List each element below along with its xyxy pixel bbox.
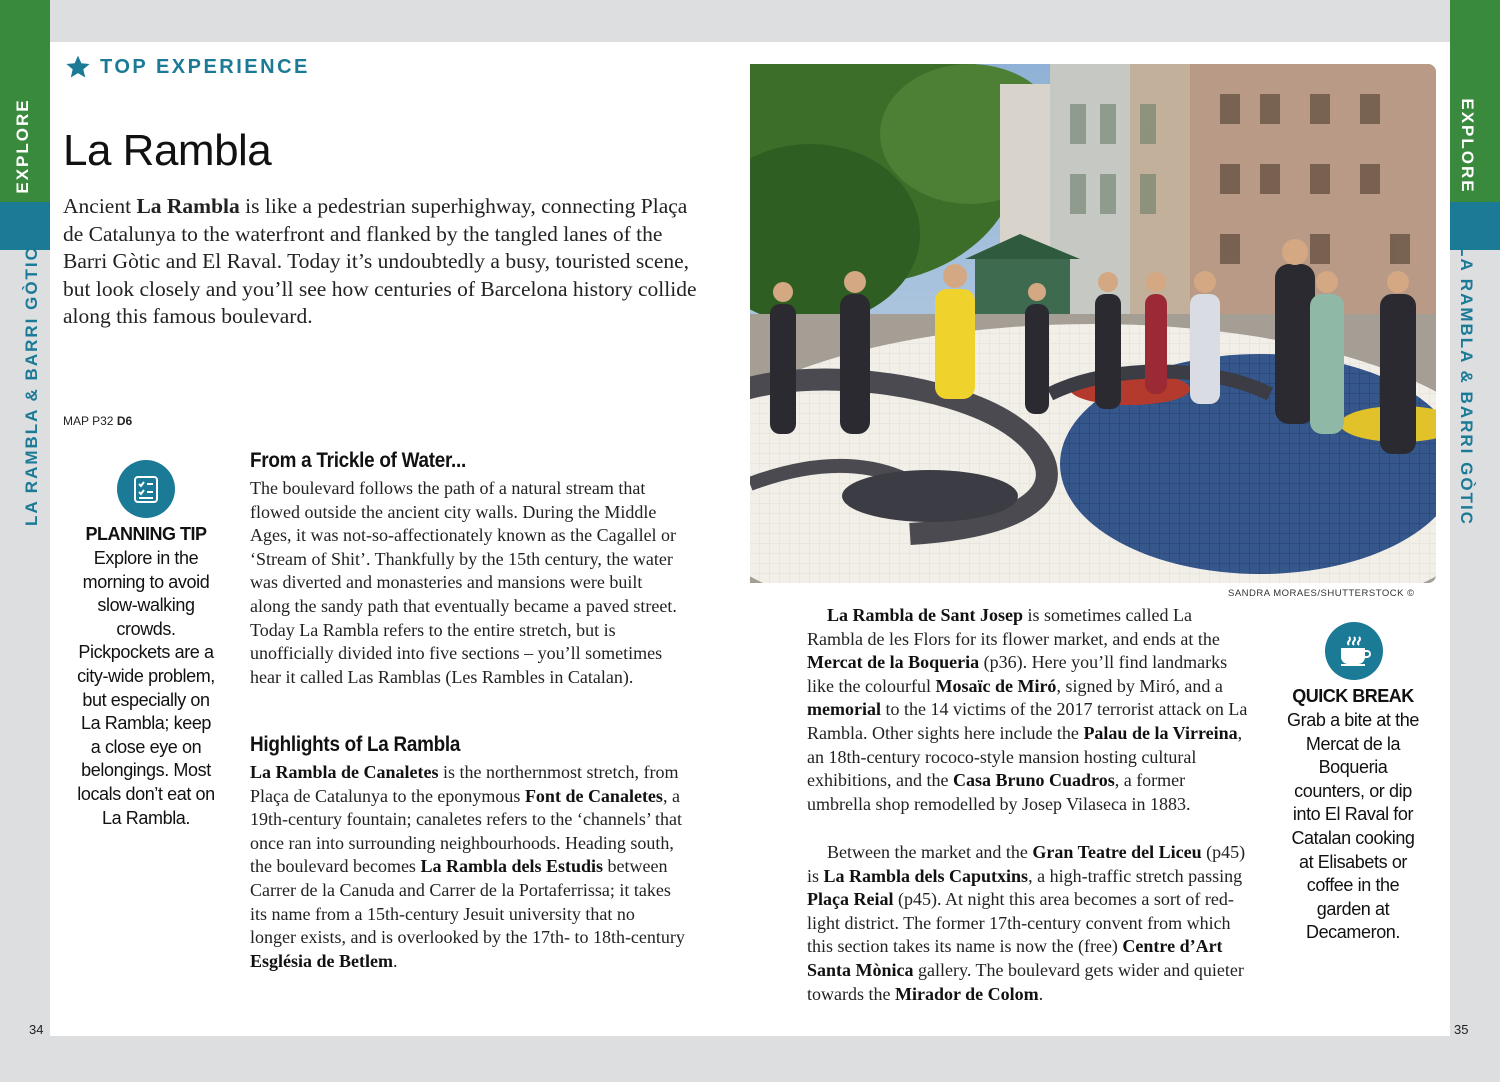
- top-experience-label: [64, 54, 310, 80]
- top-experience-text: TOP EXPERIENCE: [100, 55, 310, 78]
- checklist-icon: [130, 473, 162, 505]
- left-section-tab: [0, 202, 50, 250]
- right-section-tab: [1450, 202, 1500, 250]
- intro-paragraph: Ancient La Rambla is like a pedestrian superhighway, connecting Plaça de Catalunya to the waterfront and flanked by the tangled lanes of the Barri Gòtic and El Raval. Today it’s undoubtedly a busy, touristed scene, but look closely and you’ll see how centuries of Barcelona history collide along this famous boulevard.: [63, 194, 697, 328]
- page-number-right: 35: [1454, 1022, 1469, 1037]
- section-trickle-body: The boulevard follows the path of a natural stream that flowed outside the ancient city walls. During the Middle Ages, it was not-so-affectionately known as the Cagallel or ‘Stream of Shit’. Thankfully by the 15th century, the water was diverted and monasteries and mansions were built along the sandy path that eventually became a paved street. Today La Rambla refers to the entire stretch, but is unofficially divided into five sections – you’ll sometimes hear it called Las Ramblas (Les Rambles in Catalan).: [250, 478, 677, 687]
- coffee-cup-icon: [1337, 634, 1371, 668]
- mosaic-street-scene: [750, 64, 1436, 583]
- photo-credit: SANDRA MORAES/SHUTTERSTOCK ©: [1228, 588, 1415, 599]
- right-column-para-2: Between the market and the Gran Teatre del Liceu (p45) is La Rambla dels Caputxins, a high-traffic stretch passing Plaça Reial (p45). At night this area becomes a sort of red-light district. The former 17th-century convent from which this section takes its name is now the (free) Centre d’Art Santa Mònica gallery. The boulevard gets wider and quieter towards the Mirador de Colom.: [807, 842, 1246, 1004]
- quick-break-icon-badge: [1325, 622, 1383, 680]
- right-column-para-1: La Rambla de Sant Josep is sometimes called La Rambla de les Flors for its flower market, and ends at the Mercat de la Boqueria (p36). Here you’ll find landmarks like the colourful Mosaïc de Miró, signed by Miró, and a memorial to the 14 victims of the 2017 terrorist attack on La Rambla. Other sights here include the Palau de la Virreina, an 18th-century rococo-style mansion hosting cultural exhibitions, and the Casa Bruno Cuadros, a former umbrella shop remodelled by Josep Vilaseca in 1883.: [807, 605, 1248, 814]
- left-section-label: LA RAMBLA & BARRI GÒTIC: [22, 246, 41, 526]
- map-reference: MAP P32 D6: [63, 414, 133, 428]
- la-rambla-photo: [750, 64, 1436, 583]
- section-highlights-body: La Rambla de Canaletes is the northernmost stretch, from Plaça de Catalunya to the eponymous Font de Canaletes, a 19th-century fountain; canaletes refers to the ‘channels’ that once ran into surrounding neighbourhoods. Heading south, the boulevard becomes La Rambla dels Estudis between Carrer de la Canuda and Carrer de la Portaferrissa; it takes its name from a 15th-century Jesuit university that no longer exists, and is overlooked by the 17th- to 18th-century Església de Betlem.: [250, 762, 685, 971]
- page-number-left: 34: [29, 1022, 44, 1037]
- page-title: La Rambla: [63, 126, 272, 175]
- section-heading-trickle: From a Trickle of Water...: [250, 449, 466, 472]
- planning-tip-heading: PLANNING TIP: [85, 524, 207, 544]
- right-explore-label: EXPLORE: [1458, 98, 1477, 194]
- section-heading-highlights: Highlights of La Rambla: [250, 733, 461, 756]
- quick-break-heading: QUICK BREAK: [1292, 686, 1414, 706]
- quick-break-body: Grab a bite at the Mercat de la Boqueria counters, or dip into El Raval for Catalan cooking at Elisabets or coffee in the garden at Decameron.: [1287, 710, 1419, 943]
- right-section-label: LA RAMBLA & BARRI GÒTIC: [1457, 246, 1476, 526]
- planning-tip-icon-badge: [117, 460, 175, 518]
- left-explore-label: EXPLORE: [13, 98, 32, 194]
- planning-tip-body: Explore in the morning to avoid slow-walking crowds. Pickpockets are a city-wide problem, but especially on La Rambla; keep a close eye on belongings. Most locals don’t eat on La Rambla.: [77, 548, 215, 828]
- star-icon: [64, 54, 92, 80]
